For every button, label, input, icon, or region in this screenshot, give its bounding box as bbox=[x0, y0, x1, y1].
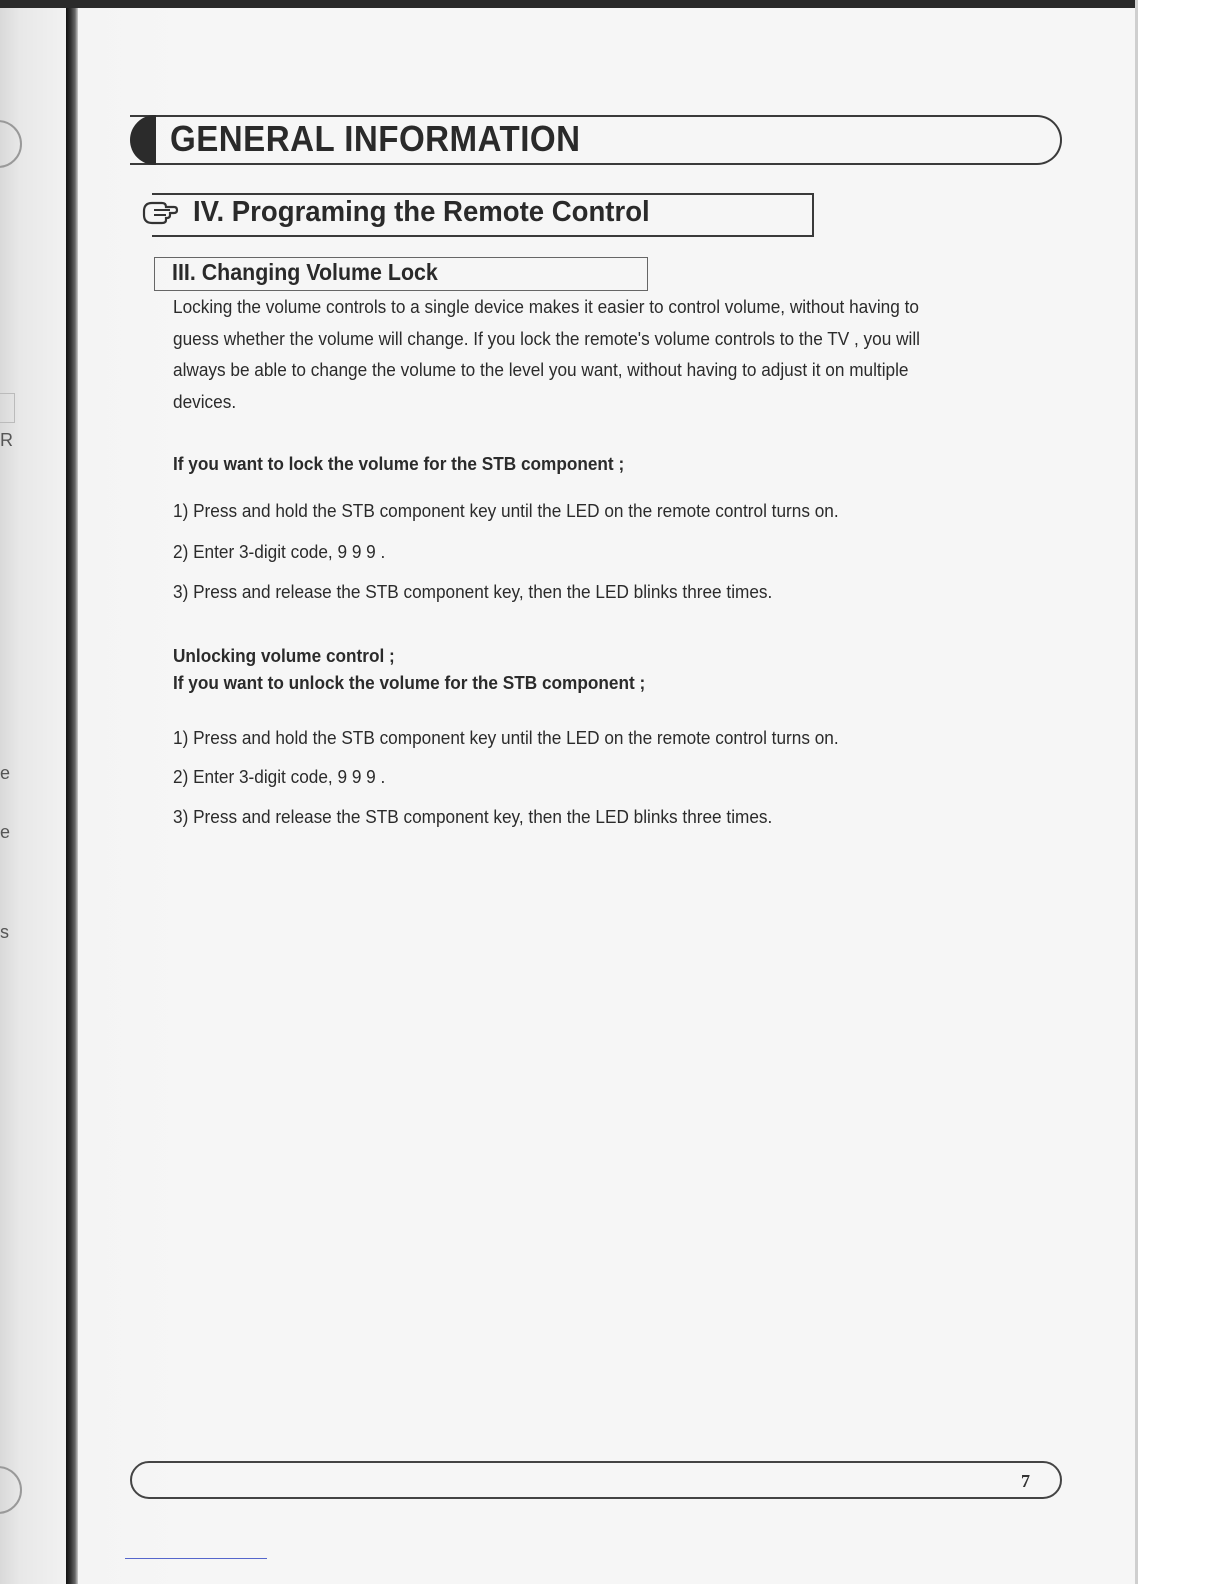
page-top-edge bbox=[0, 0, 1138, 8]
page-right-edge bbox=[1135, 0, 1138, 1584]
lock-step: 1) Press and hold the STB component key until the LED on the remote control turns on. bbox=[173, 500, 839, 521]
page-number: 7 bbox=[1021, 1471, 1030, 1491]
footer-banner bbox=[130, 1461, 1062, 1499]
book-spine bbox=[66, 8, 78, 1584]
prev-page-letter: e bbox=[0, 763, 11, 783]
page-title: GENERAL INFORMATION bbox=[170, 118, 581, 159]
section-title: IV. Programing the Remote Control bbox=[193, 196, 650, 228]
unlock-subheading: If you want to unlock the volume for the STB component ; bbox=[173, 672, 646, 693]
lock-step: 3) Press and release the STB component key, then the LED blinks three times. bbox=[173, 581, 773, 602]
link-underline bbox=[125, 1558, 267, 1559]
lock-heading: If you want to lock the volume for the STB component ; bbox=[173, 453, 625, 474]
unlock-step: 1) Press and hold the STB component key until the LED on the remote control turns on. bbox=[173, 727, 839, 748]
prev-page-letter: s bbox=[0, 922, 9, 942]
subsection-title: III. Changing Volume Lock bbox=[172, 259, 438, 285]
pointing-hand-icon bbox=[140, 197, 180, 229]
lock-step: 2) Enter 3-digit code, 9 9 9 . bbox=[173, 541, 386, 562]
prev-page-letter: e bbox=[0, 822, 11, 842]
prev-page-box bbox=[0, 393, 15, 423]
unlock-heading: Unlocking volume control ; bbox=[173, 645, 395, 666]
intro-paragraph: Locking the volume controls to a single device makes it easier to control volume, without having to guess whether the volume will change. If you lock the remote's volume controls to the TV , you will always be able to change the volume to the level you want, without having to adjust it on multiple devices. bbox=[173, 296, 920, 412]
prev-page-letter: R bbox=[0, 430, 13, 450]
unlock-step: 2) Enter 3-digit code, 9 9 9 . bbox=[173, 766, 386, 787]
unlock-step: 3) Press and release the STB component key, then the LED blinks three times. bbox=[173, 806, 773, 827]
